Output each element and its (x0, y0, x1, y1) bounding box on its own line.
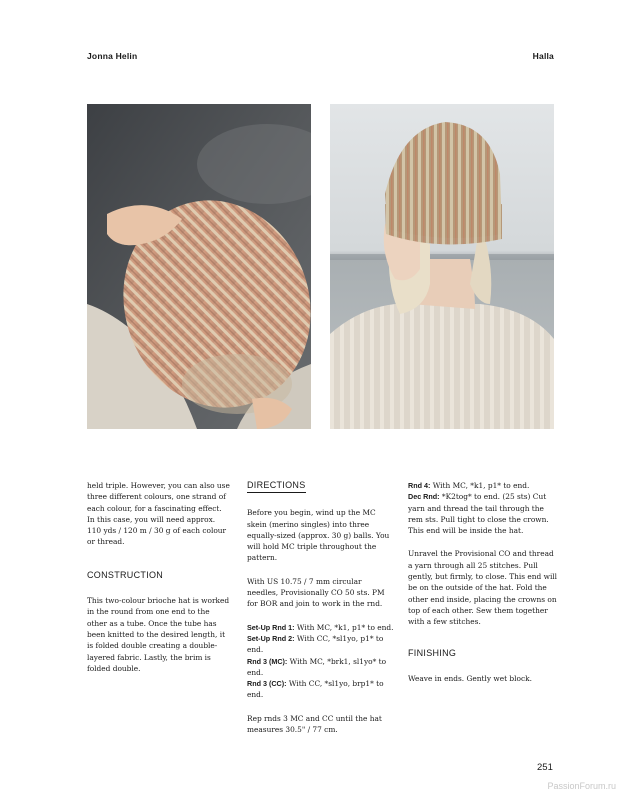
unravel-paragraph: Unravel the Provisional CO and thread a yarn through all 25 stitches. Pull gently, but firmly, to close. This end will be on the outside of the hat. Fold the other end inside, placing the crowns on top of each other. Sew them together with a few stitches. (408, 549, 558, 627)
round-text: With CC, *sl1yo, p1* to end. (247, 633, 384, 655)
directions-paragraph-1: Before you begin, wind up the MC skein (merino singles) into three equally-sized (approx. 30 g) balls. You will hold MC triple throughout the pattern. (247, 508, 390, 563)
round-label: Rnd 3 (MC): (247, 656, 288, 666)
column-1 (87, 480, 231, 686)
round-label: Set-Up Rnd 2: (247, 633, 295, 643)
round-instruction (247, 678, 394, 701)
round-text: With CC, *sl1yo, brp1* to end. (247, 679, 384, 700)
photo-woman-wearing-hat (330, 104, 554, 429)
round-text: With MC, *k1, p1* to end. (430, 481, 530, 490)
round-instruction (408, 480, 558, 491)
photo-hands-holding-hat (87, 104, 311, 429)
directions-heading: DIRECTIONS (247, 480, 306, 493)
round-instruction (408, 491, 558, 536)
round-text: With MC, *brk1, sl1yo* to end. (247, 656, 387, 677)
pattern-name: Halla (532, 51, 554, 61)
finishing-paragraph: Weave in ends. Gently wet block. (408, 673, 532, 683)
construction-paragraph: This two-colour brioche hat is worked in the round from one end to the other as a tube. Once the tube has been knitted to the desired length, it is folded double creating a double-layered fabric. Lastly, the brim is folded double. (87, 596, 230, 673)
rounds-list (247, 622, 394, 701)
author-name: Jonna Helin (87, 51, 138, 61)
column-2 (247, 480, 394, 747)
column-3 (408, 480, 558, 696)
round-text: With MC, *k1, p1* to end. (294, 622, 394, 632)
rounds-list-continued (408, 480, 558, 536)
round-label: Rnd 3 (CC): (247, 679, 287, 689)
finishing-heading: FINISHING (408, 647, 457, 658)
directions-paragraph-2: With US 10.75 / 7 mm circular needles, Provisionally CO 50 sts. PM for BOR and join to work in the rnd. (247, 576, 385, 609)
directions-paragraph-3: Rep rnds 3 MC and CC until the hat measures 30.5" / 77 cm. (247, 713, 382, 735)
round-label: Set-Up Rnd 1: (247, 622, 295, 632)
construction-heading: CONSTRUCTION (87, 569, 164, 580)
round-instruction (247, 622, 394, 633)
round-label: Rnd 4: (408, 481, 431, 490)
round-instruction (247, 633, 394, 656)
watermark: PassionForum.ru (547, 781, 616, 791)
round-text: *K2tog* to end. (25 sts) Cut yarn and thread the tail through the rem sts. Pull tight to close the crown. This end will be inside the hat. (408, 492, 549, 536)
round-instruction (247, 656, 394, 679)
round-label: Dec Rnd: (408, 492, 440, 502)
intro-paragraph: held triple. However, you can also use three different colours, one strand of each colour, for a fascinating effect. In this case, you will need approx. 110 yds / 120 m / 30 g of each colour or thread. (87, 481, 230, 547)
page-number: 251 (537, 762, 553, 773)
